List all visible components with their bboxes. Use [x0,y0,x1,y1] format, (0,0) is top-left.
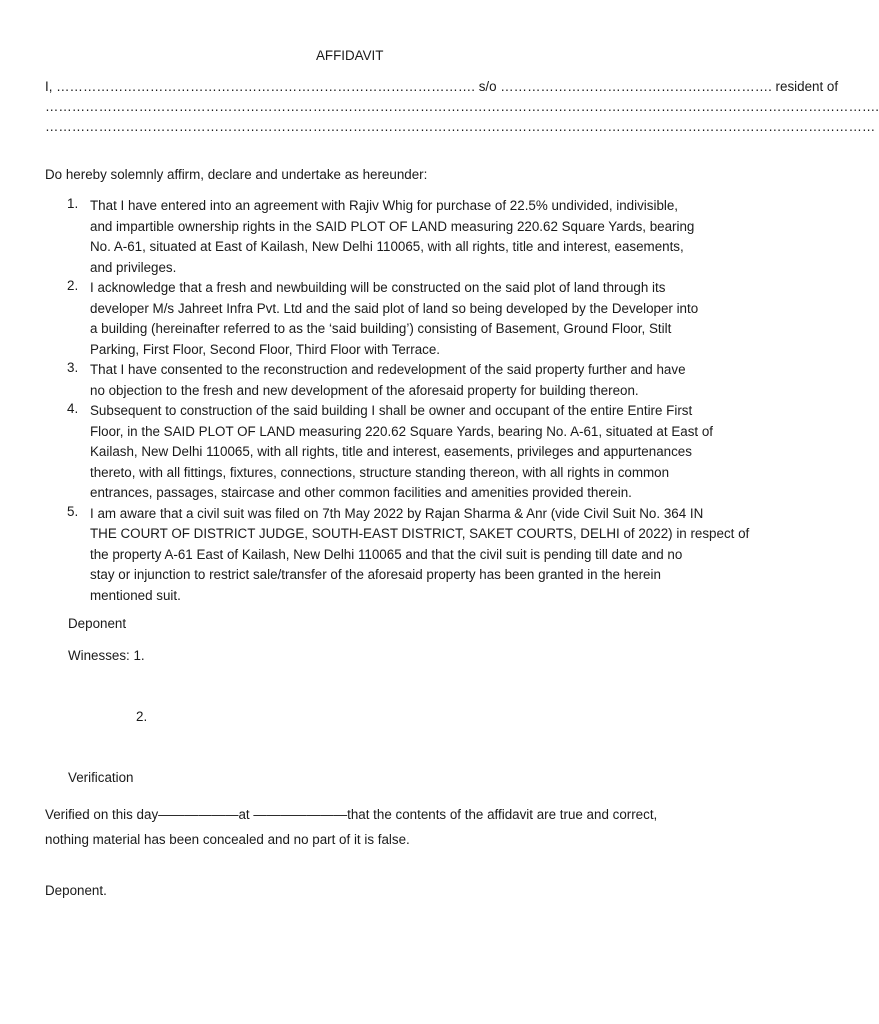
item-line: and privileges. [90,259,177,275]
item-line: and impartible ownership rights in the SAID PLOT OF LAND measuring 220.62 Square Yards, bearing [90,218,695,234]
header-line-name: I, …………………………………………………………………………………. s/o ……………………………………………………. resident of [45,79,839,94]
item-number: 4. [67,401,79,416]
item-line: Subsequent to construction of the said building I shall be owner and occupant of the entire Entire First [90,403,693,418]
verification-statement-line-1: Verified on this day——————at ———————that the contents of the affidavit are true and correct, [45,807,658,822]
witnesses-label: Winesses: 1. [68,648,145,663]
witness-2-label: 2. [136,709,148,724]
list-item [0,196,768,278]
list-item [0,401,768,504]
item-line: developer M/s Jahreet Infra Pvt. Ltd and the said plot of land so being developed by the Developer into [90,300,699,316]
item-line: no objection to the fresh and new development of the aforesaid property for building thereon. [90,382,639,398]
list-item [0,360,768,401]
item-line: Kailash, New Delhi 110065, with all rights, title and interest, easements, privileges and appurtenances [90,444,692,459]
item-line: I am aware that a civil suit was filed on 7th May 2022 by Rajan Sharma & Anr (vide Civil Suit No. 364 IN [90,505,704,521]
item-line: I acknowledge that a fresh and newbuilding will be constructed on the said plot of land through its [90,280,666,295]
item-line: THE COURT OF DISTRICT JUDGE, SOUTH-EAST DISTRICT, SAKET COURTS, DELHI of 2022) in respect of [90,526,750,541]
item-text [90,278,730,360]
item-text [90,504,750,607]
intro-statement: Do hereby solemnly affirm, declare and undertake as hereunder: [45,167,428,182]
item-number: 5. [67,503,79,519]
verification-heading: Verification [68,770,134,785]
item-line: Parking, First Floor, Second Floor, Third Floor with Terrace. [90,341,441,357]
affirmation-list [0,196,768,606]
item-line: thereto, with all fittings, fixtures, connections, structure standing thereon, with all rights in common [90,464,670,480]
item-line: No. A-61, situated at East of Kailash, New Delhi 110065, with all rights, title and interest, easements, [90,239,684,254]
item-line: entrances, passages, staircase and other common facilities and amenities provided therein. [90,485,632,500]
header-line-residence-continued: …………………………………………………………………………………………………………………………………………………………………… [45,119,876,134]
document-title: AFFIDAVIT [316,48,384,63]
item-line: That I have consented to the reconstruction and redevelopment of the said property further and have [90,362,686,377]
header-line-residence: ……………………………………………………………………………………………………………………………………………………………………. [45,99,879,114]
list-item [0,504,768,607]
item-line: That I have entered into an agreement with Rajiv Whig for purchase of 22.5% undivided, indivisible, [90,198,679,213]
item-text [90,360,730,401]
deponent-closing: Deponent. [45,883,107,898]
item-text [90,401,730,504]
item-number: 2. [67,278,79,293]
item-text [90,196,730,278]
list-item [0,278,768,360]
item-line: Floor, in the SAID PLOT OF LAND measuring 220.62 Square Yards, bearing No. A-61, situated at East of [90,423,713,439]
item-number: 3. [67,360,79,375]
deponent-label: Deponent [68,616,127,631]
item-line: the property A-61 East of Kailash, New Delhi 110065 and that the civil suit is pending till date and no [90,546,683,562]
item-line: stay or injunction to restrict sale/transfer of the aforesaid property has been granted in the herein [90,567,661,582]
item-line: mentioned suit. [90,587,181,603]
item-line: a building (hereinafter referred to as the ‘said building’) consisting of Basement, Ground Floor, Stilt [90,321,672,336]
verification-statement-line-2: nothing material has been concealed and no part of it is false. [45,832,410,847]
item-number: 1. [67,196,79,211]
